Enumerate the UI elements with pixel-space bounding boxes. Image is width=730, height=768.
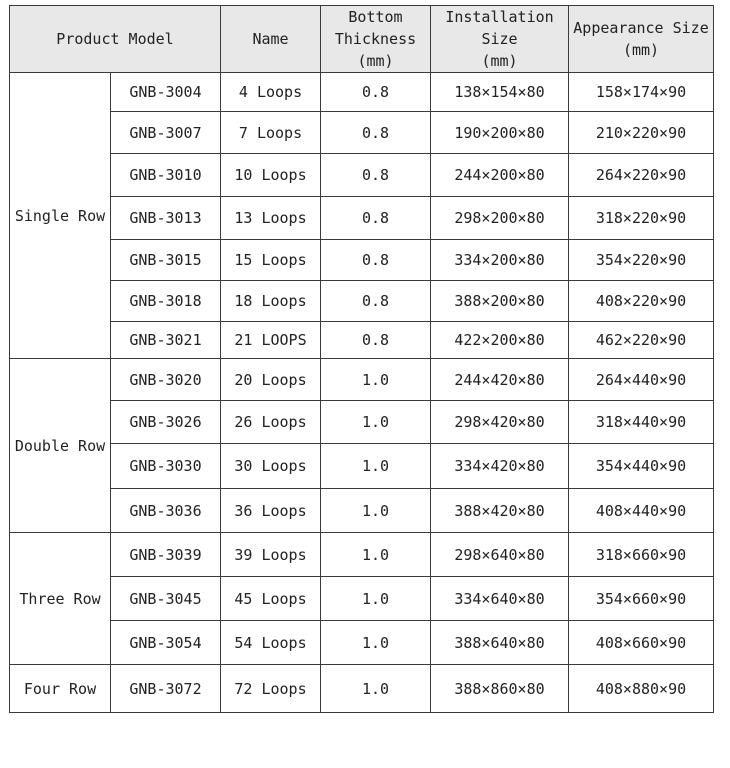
cell-thickness: 1.0	[321, 621, 431, 665]
header-name: Name	[221, 6, 321, 73]
group-label: Three Row	[10, 533, 111, 665]
cell-name: 30 Loops	[221, 444, 321, 489]
cell-thickness: 1.0	[321, 401, 431, 444]
cell-installation-size: 138×154×80	[431, 73, 569, 112]
header-installation-size-unit: (mm)	[481, 52, 518, 70]
table-row	[10, 197, 714, 240]
cell-model: GNB-3030	[111, 444, 221, 489]
header-appearance-size	[569, 6, 714, 73]
table-row	[10, 240, 714, 281]
table-row	[10, 322, 714, 359]
cell-name: 21 LOOPS	[221, 322, 321, 359]
cell-model: GNB-3026	[111, 401, 221, 444]
cell-appearance-size: 158×174×90	[569, 73, 714, 112]
table-row	[10, 112, 714, 154]
table-row	[10, 533, 714, 577]
cell-appearance-size: 318×440×90	[569, 401, 714, 444]
cell-appearance-size: 354×440×90	[569, 444, 714, 489]
cell-appearance-size: 210×220×90	[569, 112, 714, 154]
table-row	[10, 154, 714, 197]
cell-model: GNB-3072	[111, 665, 221, 713]
cell-thickness: 0.8	[321, 240, 431, 281]
cell-name: 39 Loops	[221, 533, 321, 577]
header-bottom-thickness-line: Bottom	[348, 8, 403, 26]
group-label: Single Row	[10, 73, 111, 359]
cell-appearance-size: 318×660×90	[569, 533, 714, 577]
table-header	[10, 6, 714, 73]
cell-model: GNB-3036	[111, 489, 221, 533]
cell-model: GNB-3039	[111, 533, 221, 577]
cell-thickness: 1.0	[321, 359, 431, 401]
cell-appearance-size: 354×220×90	[569, 240, 714, 281]
cell-installation-size: 388×420×80	[431, 489, 569, 533]
cell-name: 72 Loops	[221, 665, 321, 713]
header-installation-size-line: Size	[481, 30, 518, 48]
header-bottom-thickness-line: Thickness	[334, 30, 417, 48]
table-row	[10, 489, 714, 533]
table-row	[10, 577, 714, 621]
cell-name: 20 Loops	[221, 359, 321, 401]
cell-appearance-size: 264×440×90	[569, 359, 714, 401]
cell-installation-size: 244×420×80	[431, 359, 569, 401]
product-spec-table	[9, 5, 714, 713]
cell-model: GNB-3007	[111, 112, 221, 154]
cell-thickness: 1.0	[321, 577, 431, 621]
cell-installation-size: 388×200×80	[431, 281, 569, 322]
cell-thickness: 0.8	[321, 281, 431, 322]
cell-model: GNB-3013	[111, 197, 221, 240]
header-installation-size	[431, 6, 569, 73]
spec-table-container	[9, 5, 714, 713]
group-label: Four Row	[10, 665, 111, 713]
cell-name: 10 Loops	[221, 154, 321, 197]
table-row	[10, 621, 714, 665]
cell-appearance-size: 408×660×90	[569, 621, 714, 665]
cell-thickness: 1.0	[321, 444, 431, 489]
table-row	[10, 281, 714, 322]
table-row	[10, 359, 714, 401]
cell-model: GNB-3004	[111, 73, 221, 112]
table-row	[10, 665, 714, 713]
cell-thickness: 0.8	[321, 197, 431, 240]
cell-installation-size: 244×200×80	[431, 154, 569, 197]
cell-installation-size: 334×420×80	[431, 444, 569, 489]
header-appearance-size-unit: (mm)	[622, 41, 660, 59]
header-installation-size-line: Installation	[445, 8, 554, 26]
cell-name: 18 Loops	[221, 281, 321, 322]
cell-name: 54 Loops	[221, 621, 321, 665]
cell-thickness: 0.8	[321, 73, 431, 112]
table-body	[10, 73, 714, 713]
table-row	[10, 401, 714, 444]
cell-thickness: 1.0	[321, 489, 431, 533]
cell-appearance-size: 264×220×90	[569, 154, 714, 197]
cell-installation-size: 298×420×80	[431, 401, 569, 444]
header-bottom-thickness	[321, 6, 431, 73]
cell-thickness: 0.8	[321, 154, 431, 197]
cell-appearance-size: 408×220×90	[569, 281, 714, 322]
cell-thickness: 0.8	[321, 112, 431, 154]
cell-name: 7 Loops	[221, 112, 321, 154]
cell-appearance-size: 462×220×90	[569, 322, 714, 359]
cell-appearance-size: 318×220×90	[569, 197, 714, 240]
cell-thickness: 0.8	[321, 322, 431, 359]
cell-model: GNB-3021	[111, 322, 221, 359]
cell-model: GNB-3010	[111, 154, 221, 197]
cell-appearance-size: 354×660×90	[569, 577, 714, 621]
cell-appearance-size: 408×880×90	[569, 665, 714, 713]
cell-installation-size: 388×640×80	[431, 621, 569, 665]
header-appearance-size-line: Appearance Size	[573, 19, 709, 37]
cell-thickness: 1.0	[321, 665, 431, 713]
table-row	[10, 73, 714, 112]
header-product-model: Product Model	[10, 6, 221, 73]
cell-model: GNB-3020	[111, 359, 221, 401]
group-label: Double Row	[10, 359, 111, 533]
cell-installation-size: 298×640×80	[431, 533, 569, 577]
cell-model: GNB-3015	[111, 240, 221, 281]
cell-name: 45 Loops	[221, 577, 321, 621]
cell-installation-size: 190×200×80	[431, 112, 569, 154]
cell-model: GNB-3045	[111, 577, 221, 621]
cell-installation-size: 298×200×80	[431, 197, 569, 240]
header-row	[10, 6, 714, 73]
cell-thickness: 1.0	[321, 533, 431, 577]
cell-installation-size: 422×200×80	[431, 322, 569, 359]
table-row	[10, 444, 714, 489]
cell-name: 4 Loops	[221, 73, 321, 112]
cell-name: 13 Loops	[221, 197, 321, 240]
cell-model: GNB-3054	[111, 621, 221, 665]
header-bottom-thickness-unit: (mm)	[357, 52, 394, 70]
cell-model: GNB-3018	[111, 281, 221, 322]
cell-installation-size: 334×640×80	[431, 577, 569, 621]
cell-name: 36 Loops	[221, 489, 321, 533]
cell-installation-size: 334×200×80	[431, 240, 569, 281]
cell-installation-size: 388×860×80	[431, 665, 569, 713]
cell-name: 26 Loops	[221, 401, 321, 444]
cell-name: 15 Loops	[221, 240, 321, 281]
cell-appearance-size: 408×440×90	[569, 489, 714, 533]
